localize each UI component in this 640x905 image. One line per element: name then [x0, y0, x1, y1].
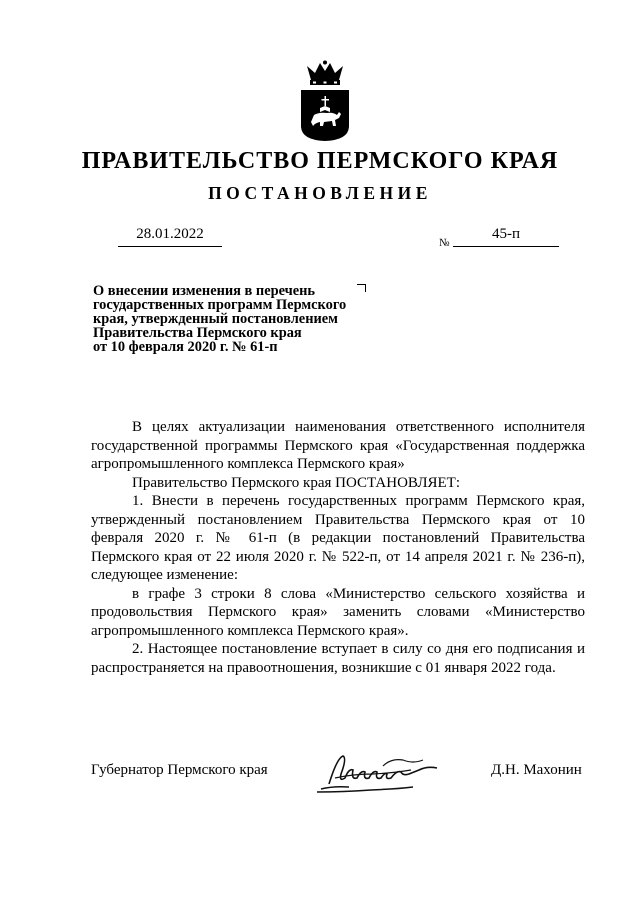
- document-date: 28.01.2022: [118, 226, 222, 247]
- document-number: 45-п: [453, 226, 559, 247]
- subject-line: Правительства Пермского края: [93, 325, 302, 341]
- number-label: №: [439, 237, 450, 249]
- signature-icon: [313, 748, 441, 800]
- body-paragraph: в графе 3 строки 8 слова «Министерство сельского хозяйства и продовольствия Пермского края» заменить словами «Министерство агропромышленного комплекса Пермского края».: [91, 585, 585, 639]
- subject-line: от 10 февраля 2020 г. № 61-п: [93, 339, 278, 355]
- document-subject: [93, 284, 373, 354]
- coat-of-arms-icon: [299, 60, 351, 142]
- subject-line: государственных программ Пермского: [93, 297, 347, 313]
- organization-title: ПРАВИТЕЛЬСТВО ПЕРМСКОГО КРАЯ: [81, 148, 559, 174]
- document-body: [91, 418, 585, 677]
- body-paragraph: 1. Внести в перечень государственных программ Пермского края, утвержденный постановлением Правительства Пермского края от 10 февраля 2020 г. № 61-п (в редакции постановлений Правительства Пермского края от 22 июля 2020 г. № 522-п, от 14 апреля 2021 г. № 236-п), следующее изменение:: [91, 493, 585, 583]
- subject-line: О внесении изменения в перечень: [93, 283, 316, 299]
- document-type: ПОСТАНОВЛЕНИЕ: [208, 183, 432, 203]
- body-paragraph: Правительство Пермского края ПОСТАНОВЛЯЕТ:: [132, 474, 461, 491]
- signatory-title: Губернатор Пермского края: [91, 762, 268, 778]
- body-paragraph: В целях актуализации наименования ответственного исполнителя государственной программы Пермского края «Государственная поддержка агропромышленного комплекса Пермского края»: [91, 419, 585, 472]
- subject-line: края, утвержденный постановлением: [93, 311, 338, 327]
- subject-corner-mark: [357, 284, 366, 292]
- signatory-name: Д.Н. Махонин: [491, 762, 582, 778]
- body-paragraph: 2. Настоящее постановление вступает в силу со дня его подписания и распространяется на правоотношения, возникшие с 01 января 2022 года.: [91, 641, 585, 676]
